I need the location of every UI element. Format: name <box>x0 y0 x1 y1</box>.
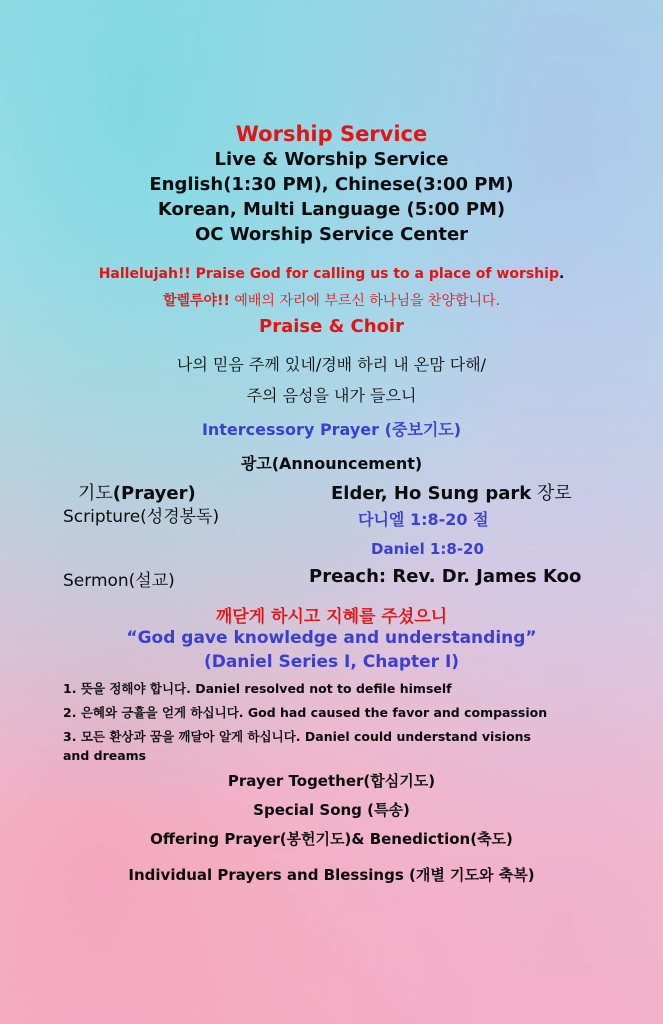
point-english: Daniel could understand visions <box>300 729 531 744</box>
sermon-point-2 <box>63 703 547 721</box>
offering-benediction: Offering Prayer(봉헌기도)& Benediction(축도) <box>150 830 513 848</box>
special-song: Special Song (특송) <box>253 801 410 819</box>
point-number: 1. <box>63 681 81 696</box>
sermon-label: Sermon(설교) <box>63 571 175 591</box>
intercessory-prayer: Intercessory Prayer (중보기도) <box>201 420 462 439</box>
scripture-ref-english: Daniel 1:8-20 <box>371 540 484 558</box>
prayer-leader-title: 장로 <box>536 483 572 504</box>
praise-heading: Praise & Choir <box>259 316 404 337</box>
greeting-korean <box>0 290 663 310</box>
greeting-korean-rest: 예배의 자리에 부르신 하나님을 찬양합니다. <box>229 293 501 309</box>
point-korean: 뜻을 정해야 합니다. <box>80 681 191 696</box>
service-location: OC Worship Service Center <box>194 224 469 245</box>
service-title: Worship Service <box>235 122 428 146</box>
scripture-label: Scripture(성경봉독) <box>63 507 220 527</box>
sermon-series: (Daniel Series I, Chapter I) <box>203 652 460 672</box>
prayer-leader <box>331 479 572 505</box>
prayer-label-korean: 기도 <box>78 483 113 504</box>
point-english: God had caused the favor and compassion <box>243 705 548 720</box>
point-number: 3. <box>63 729 81 744</box>
point-number: 2. <box>63 705 81 720</box>
announcement: 광고(Announcement) <box>240 454 423 473</box>
service-times-2: Korean, Multi Language (5:00 PM) <box>157 199 506 220</box>
scripture-ref-korean-verses: 1:8-20 <box>409 510 468 529</box>
scripture-ref-korean-suffix: 절 <box>467 510 489 529</box>
praise-line-2: 주의 음성을 내가 들으니 <box>246 386 417 405</box>
prayer-label-english: (Prayer) <box>112 483 196 504</box>
service-times-1: English(1:30 PM), Chinese(3:00 PM) <box>149 174 514 195</box>
greeting-english <box>0 266 663 282</box>
service-subtitle: Live & Worship Service <box>214 149 449 170</box>
sermon-title-english: “God gave knowledge and understanding” <box>126 628 537 648</box>
greeting-english-text: Hallelujah!! Praise God for calling us to a place of worship <box>98 266 559 282</box>
prayer-together: Prayer Together(합심기도) <box>227 772 436 790</box>
scripture-ref-korean-book: 다니엘 <box>358 510 410 529</box>
sermon-title-korean: 깨닫게 하시고 지혜를 주셨으니 <box>215 607 448 627</box>
scripture-ref-korean <box>358 507 489 530</box>
sermon-point-3 <box>63 727 531 745</box>
greeting-korean-exclaim: !! <box>217 293 230 309</box>
praise-line-1: 나의 믿음 주께 있네/경배 하리 내 온맘 다해/ <box>176 355 487 374</box>
greeting-korean-start: 할렐루야 <box>162 293 218 309</box>
individual-prayers: Individual Prayers and Blessings (개별 기도와 축복) <box>128 866 535 884</box>
sermon-point-3-continued: and dreams <box>63 748 147 763</box>
prayer-leader-name: Elder, Ho Sung park <box>331 483 532 504</box>
point-korean: 모든 환상과 꿈을 깨달아 알게 하십니다. <box>80 729 301 744</box>
sermon-preacher: Preach: Rev. Dr. James Koo <box>309 566 582 587</box>
point-korean: 은혜와 긍휼을 얻게 하십니다. <box>80 705 244 720</box>
point-english: Daniel resolved not to defile himself <box>190 681 452 696</box>
greeting-english-period: . <box>558 266 565 282</box>
sermon-point-1 <box>63 679 452 697</box>
